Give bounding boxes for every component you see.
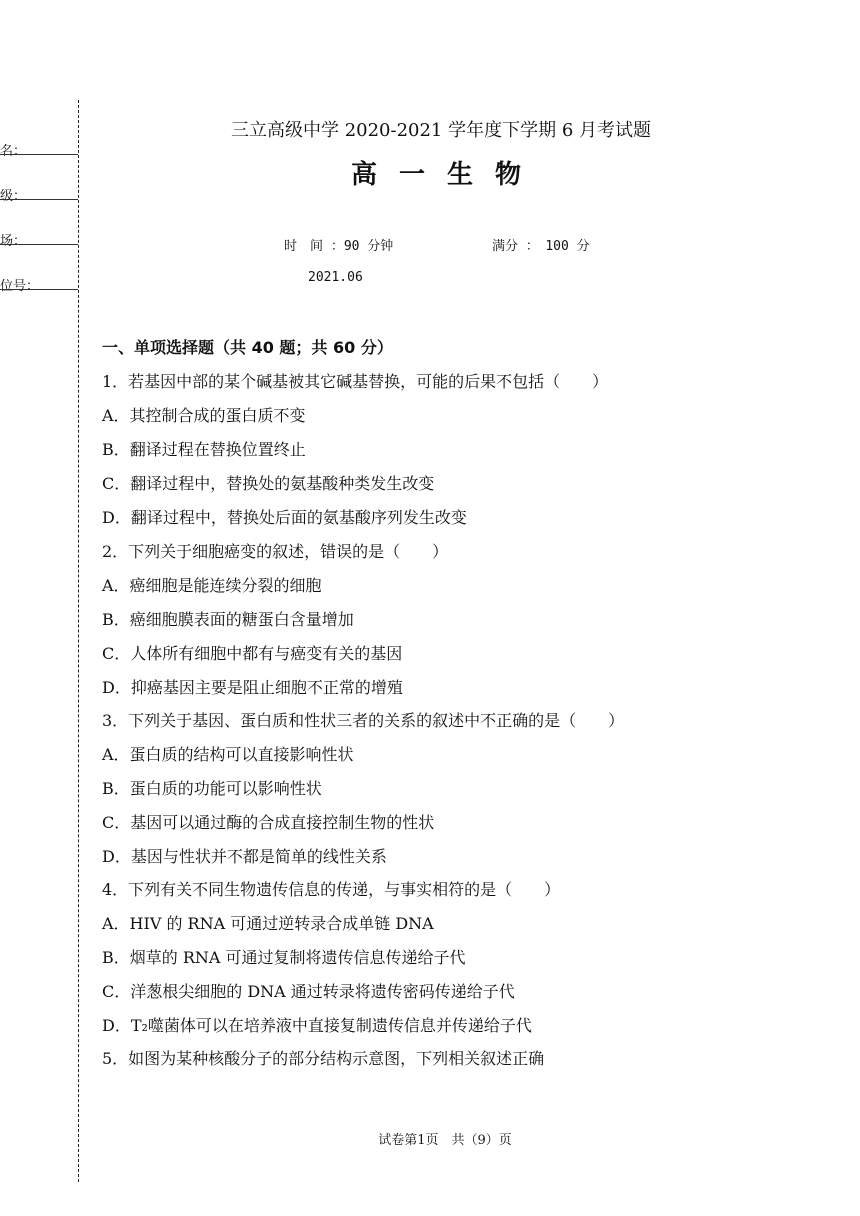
question-4-option-b: B．烟草的 RNA 可通过复制将遗传信息传递给子代 [102,948,466,967]
class-underline [0,199,78,200]
name-label: 名： [0,144,27,159]
question-2-stem: 2．下列关于细胞癌变的叙述，错误的是（ ） [102,542,449,561]
question-3-option-d: D．基因与性状并不都是简单的线性关系 [102,847,387,866]
full-score: 满分 ： 100 分 [492,239,590,254]
question-4-stem: 4．下列有关不同生物遗传信息的传递，与事实相符的是（ ） [102,880,561,899]
seat-number-underline [0,289,78,290]
exam-title: 三立高级中学 2020-2021 学年度下学期 6 月考试题 [230,120,652,141]
subject-title: 高一生物 [350,160,543,190]
exam-duration: 时 间 ：90 分钟 [284,239,394,254]
question-3-option-a: A．蛋白质的结构可以直接影响性状 [102,745,354,764]
question-4-option-d: D．T₂噬菌体可以在培养液中直接复制遗传信息并传递给子代 [102,1016,532,1035]
exam-room-underline [0,244,78,245]
exam-room-label: 场： [0,234,27,249]
question-1-option-b: B．翻译过程在替换位置终止 [102,440,306,459]
question-4-option-a: A．HIV 的 RNA 可通过逆转录合成单链 DNA [102,914,434,933]
section-title: 一、单项选择题（共 40 题；共 60 分） [102,338,393,357]
question-3-option-b: B．蛋白质的功能可以影响性状 [102,779,322,798]
class-label: 级： [0,189,27,204]
question-2-option-d: D．抑癌基因主要是阻止细胞不正常的增殖 [102,678,403,697]
question-3-option-c: C．基因可以通过酶的合成直接控制生物的性状 [102,813,435,832]
question-1-option-c: C．翻译过程中，替换处的氨基酸种类发生改变 [102,474,435,493]
question-2-option-a: A．癌细胞是能连续分裂的细胞 [102,576,322,595]
question-2-option-b: B．癌细胞膜表面的糖蛋白含量增加 [102,610,354,629]
question-2-option-c: C．人体所有细胞中都有与癌变有关的基因 [102,644,403,663]
seat-number-label: 位号： [0,279,40,294]
question-1-stem: 1．若基因中部的某个碱基被其它碱基替换，可能的后果不包括（ ） [102,372,609,391]
question-4-option-c: C．洋葱根尖细胞的 DNA 通过转录将遗传密码传递给子代 [102,982,515,1001]
binding-cut-line [78,100,79,1182]
question-3-stem: 3．下列关于基因、蛋白质和性状三者的关系的叙述中不正确的是（ ） [102,711,625,730]
page-footer: 试卷第1页 共（9）页 [378,1133,512,1148]
question-5-stem: 5．如图为某种核酸分子的部分结构示意图，下列相关叙述正确 [102,1049,545,1068]
exam-date: 2021.06 [308,270,363,285]
question-1-option-d: D．翻译过程中，替换处后面的氨基酸序列发生改变 [102,508,467,527]
question-1-option-a: A．其控制合成的蛋白质不变 [102,406,306,425]
